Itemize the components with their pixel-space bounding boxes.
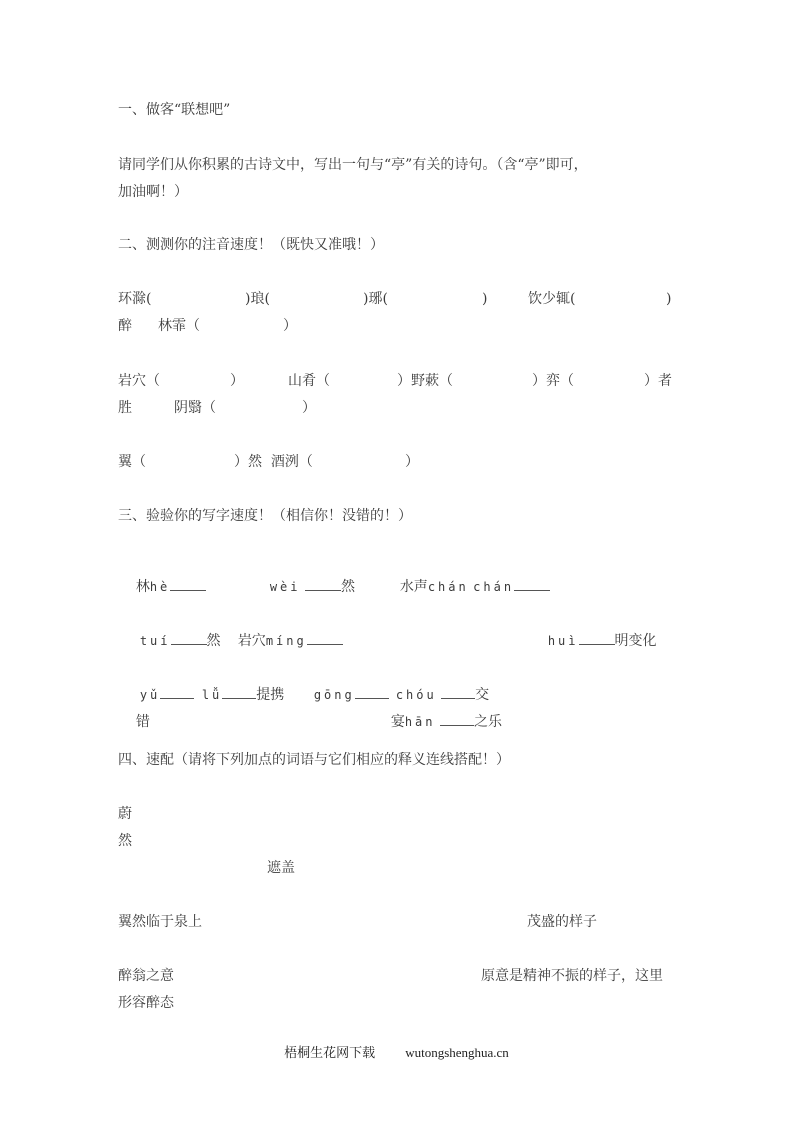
pinyin-text: yǔ <box>139 688 161 702</box>
pinyin-item-yanxue-close: ） <box>230 373 244 389</box>
pinyin-item-yiran: 翼（ <box>118 454 146 470</box>
section1-heading: 一、做客“联想吧” <box>118 102 231 118</box>
pinyin-item-yi: ）弈（ <box>532 373 574 389</box>
writing-item-linhe <box>118 563 206 611</box>
writing-item-huiming <box>530 617 657 665</box>
pinyin-item-lang: )琅( <box>245 291 270 307</box>
answer-blank[interactable] <box>170 579 206 591</box>
pinyin-text: tuí <box>139 634 171 648</box>
suffix-text: 提携 <box>256 687 285 703</box>
answer-blank[interactable] <box>305 579 341 591</box>
writing-item-lv <box>184 671 284 719</box>
match-right-item[interactable]: 遮盖 <box>267 860 295 876</box>
prefix-text: 林 <box>135 579 150 595</box>
section1-prompt-line2: 加油啊！） <box>118 184 188 200</box>
pinyin-item-ya-close: ) <box>482 291 488 307</box>
pinyin-item-sheng: 胜 <box>118 400 132 416</box>
pinyin-item-zui: 醉 <box>118 318 132 334</box>
pinyin-text: huì <box>547 634 579 648</box>
suffix-text: 然 <box>340 579 355 595</box>
pinyin-text: wèi <box>269 580 301 594</box>
section4-heading: 四、速配（请将下列加点的词语与它们相应的释义连线搭配！） <box>118 752 510 768</box>
writing-item-yanxueming <box>220 617 343 665</box>
prefix-text: 水声 <box>399 579 428 595</box>
writing-item-yanhan <box>373 698 502 746</box>
pinyin-item-jiulie: ）然 酒洌（ <box>234 454 313 470</box>
pinyin-item-yinyi: 阴翳（ <box>174 400 216 416</box>
pinyin-text: chán <box>473 580 515 594</box>
writing-item-tuiran <box>122 617 221 665</box>
pinyin-item-yinshaozhe-close: ) <box>666 291 672 307</box>
suffix-text: 然 <box>206 633 221 649</box>
match-left-item[interactable]: 然 <box>118 833 132 849</box>
pinyin-item-shanyao: 山肴（ <box>288 373 330 389</box>
answer-blank[interactable] <box>171 633 207 645</box>
prefix-text: 岩穴 <box>237 633 266 649</box>
pinyin-text: hè <box>149 580 171 594</box>
prefix-text: 宴 <box>390 714 405 730</box>
pinyin-item-linfei: 林霏（ <box>158 318 200 334</box>
answer-blank[interactable] <box>222 687 256 699</box>
suffix-text: 之乐 <box>473 714 502 730</box>
pinyin-text: lǚ <box>201 688 223 702</box>
pinyin-item-yi-close: ）者 <box>644 373 672 389</box>
footer-site-name: 梧桐生花网下载 <box>284 1045 376 1060</box>
pinyin-text: míng <box>265 634 307 648</box>
section1-prompt-line1: 请同学们从你积累的古诗文中，写出一句与“亭”有关的诗句。（含“亭”即可， <box>118 157 588 173</box>
page-footer <box>0 1042 793 1061</box>
pinyin-item-ya: )琊( <box>363 291 388 307</box>
pinyin-item-jiulie-close: ） <box>405 454 419 470</box>
pinyin-item-yanxue: 岩穴（ <box>118 373 160 389</box>
match-left-item[interactable]: 翼然临于泉上 <box>118 914 202 930</box>
pinyin-item-yinyi-close: ） <box>302 400 316 416</box>
suffix-text: 交 <box>475 687 490 703</box>
pinyin-text: chóu <box>395 688 437 702</box>
pinyin-item-yinshaozhe: 饮少辄( <box>528 291 576 307</box>
pinyin-text: gōng <box>313 688 355 702</box>
section3-heading: 三、验验你的写字速度！（相信你！没错的！） <box>118 508 412 524</box>
answer-blank[interactable] <box>514 579 550 591</box>
suffix-text: 明变化 <box>614 633 657 649</box>
pinyin-item-linfei-close: ） <box>283 318 297 334</box>
answer-blank[interactable] <box>440 714 474 726</box>
pinyin-text: chán <box>427 580 469 594</box>
match-left-item[interactable]: 醉翁之意 <box>118 968 174 984</box>
pinyin-item-yesu: ）野蔌（ <box>397 373 453 389</box>
pinyin-text: hān <box>404 715 436 729</box>
prefix-text: 错 <box>135 714 150 730</box>
match-right-item[interactable]: 原意是精神不振的样子，这里 <box>481 968 663 984</box>
answer-blank[interactable] <box>579 633 615 645</box>
match-right-item[interactable]: 茂盛的样子 <box>527 914 597 930</box>
pinyin-item-huanchu: 环滁( <box>118 291 152 307</box>
match-left-item[interactable]: 蔚 <box>118 806 132 822</box>
footer-site-url[interactable]: wutongshenghua.cn <box>405 1045 509 1060</box>
section2-heading: 二、测测你的注音速度！（既快又准哦！） <box>118 237 384 253</box>
answer-blank[interactable] <box>307 633 343 645</box>
writing-item-chanchan <box>382 563 550 611</box>
writing-item-weiran <box>252 563 355 611</box>
writing-item-cuo <box>118 698 150 746</box>
match-continuation: 形容醉态 <box>118 995 174 1011</box>
